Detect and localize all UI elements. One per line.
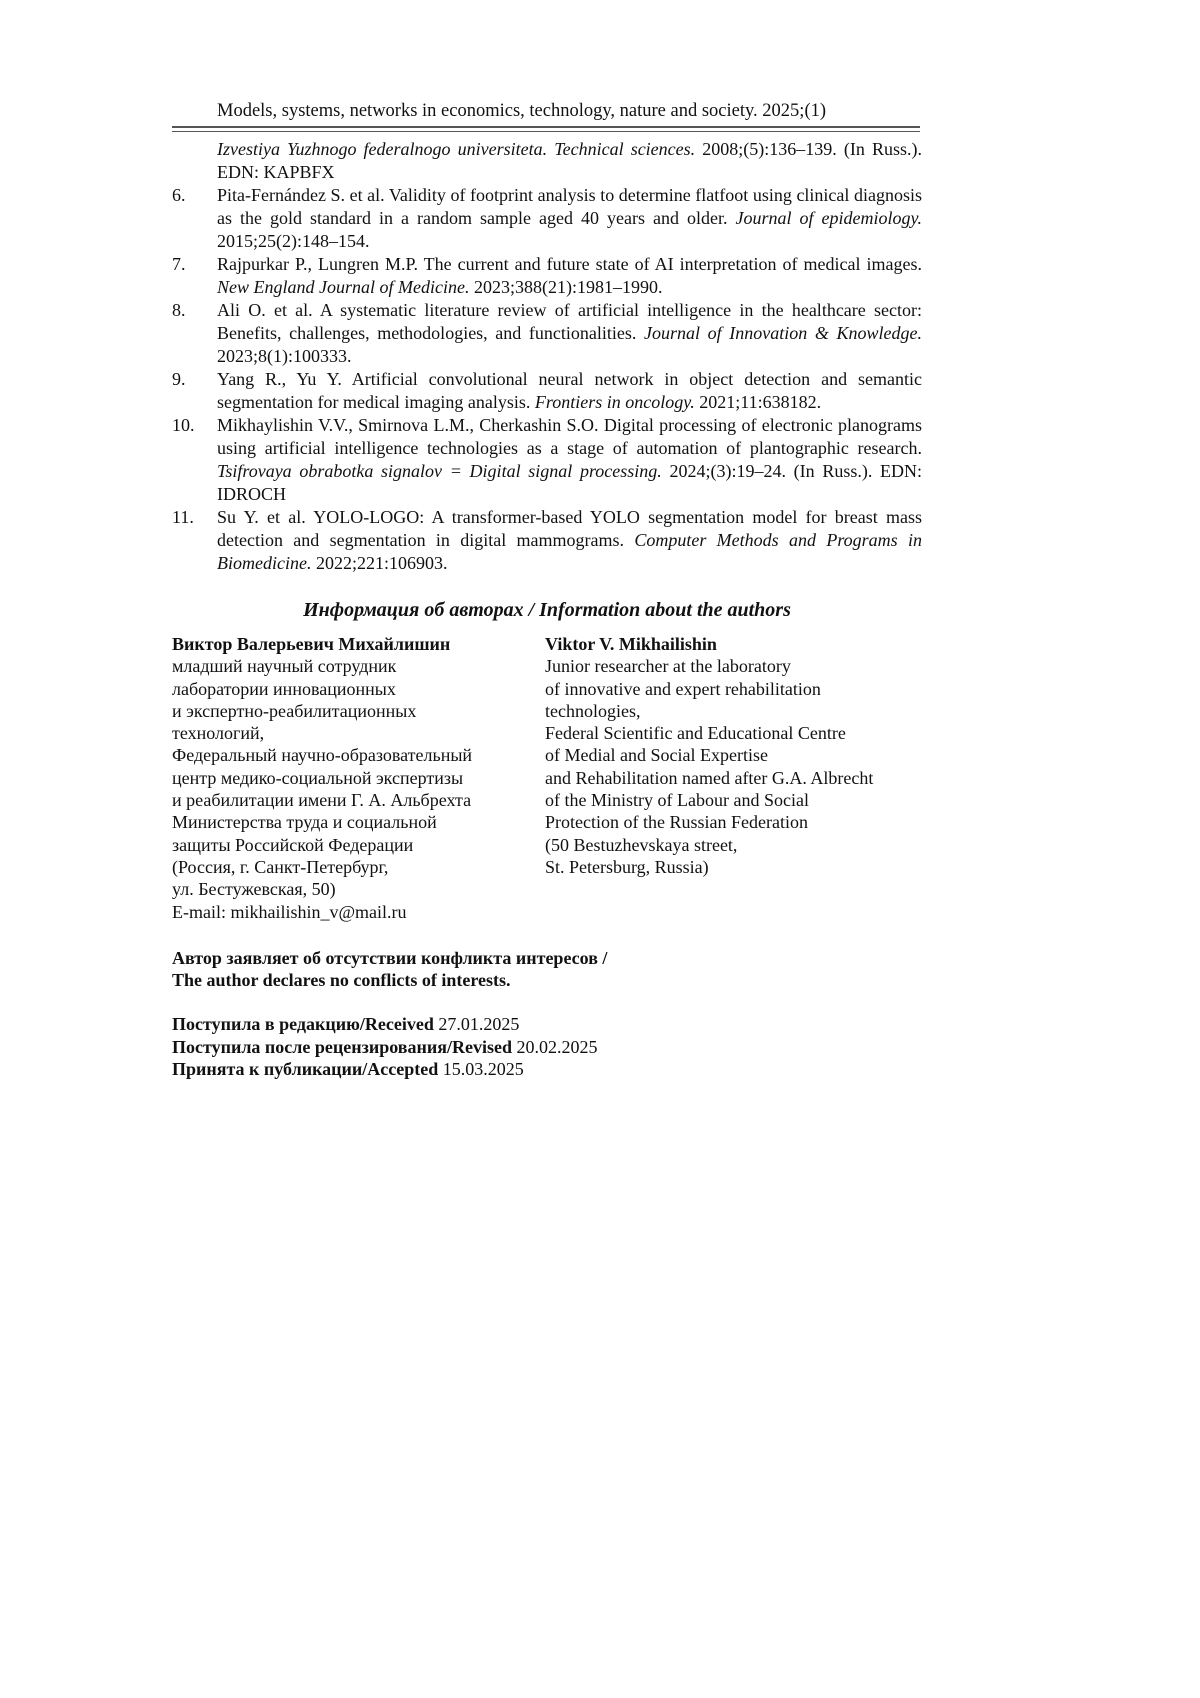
reference-details: 2015;25(2):148–154.: [217, 231, 370, 251]
revised-label: Поступила после рецензирования/Revised: [172, 1036, 512, 1057]
accepted-label: Принята к публикации/Accepted: [172, 1059, 439, 1080]
publication-dates: [172, 1013, 922, 1080]
authors-heading: Информация об авторах / Information about the authors: [303, 599, 791, 621]
reference-journal: Computer Methods and Programs in Biomedicine.: [217, 530, 922, 573]
author-detail-en: of the Ministry of Labour and Social: [545, 790, 809, 811]
author-detail-ru: (Россия, г. Санкт-Петербург,: [172, 856, 389, 877]
reference-details: 2021;11:638182.: [694, 392, 822, 412]
author-info-ru: [172, 633, 545, 923]
reference-number: 8.: [172, 300, 186, 320]
reference-item: [172, 184, 922, 253]
accepted-date: [172, 1058, 922, 1080]
reference-number: 11.: [172, 507, 194, 527]
author-detail-en: technologies,: [545, 700, 641, 721]
reference-journal: Journal of epidemiology.: [735, 208, 922, 228]
author-detail-en: St. Petersburg, Russia): [545, 856, 709, 877]
received-label: Поступила в редакцию/Received: [172, 1014, 434, 1035]
reference-journal: Frontiers in oncology.: [534, 392, 695, 412]
reference-details: 2022;221:106903.: [311, 553, 448, 573]
author-detail-ru: защиты Российской Федерации: [172, 834, 414, 855]
reference-journal: Journal of Innovation & Knowledge.: [644, 323, 922, 343]
author-detail-ru: технологий,: [172, 723, 265, 744]
reference-journal: Izvestiya Yuzhnogo federalnogo universiteta. Technical sciences.: [217, 139, 696, 159]
running-header: Models, systems, networks in economics, technology, nature and society. 2025;(1): [217, 101, 827, 121]
author-detail-ru: центр медико-социальной экспертизы: [172, 767, 464, 788]
reference-details: 2023;8(1):100333.: [217, 346, 352, 366]
author-detail-ru: лаборатории инновационных: [172, 678, 396, 699]
reference-item: [172, 414, 922, 506]
reference-item: [172, 506, 922, 575]
author-detail-en: Junior researcher at the laboratory: [545, 656, 791, 677]
conflict-line-ru: Автор заявляет об отсутствии конфликта интересов /: [172, 947, 608, 968]
reference-item: [172, 368, 922, 414]
revised-date: [172, 1036, 922, 1058]
reference-number: 7.: [172, 254, 186, 274]
conflict-statement: [172, 947, 922, 992]
authors-info: [172, 633, 922, 923]
author-email: E-mail: mikhailishin_v@mail.ru: [172, 901, 407, 922]
author-detail-en: Federal Scientific and Educational Centre: [545, 723, 846, 744]
author-name-ru: Виктор Валерьевич Михайлишин: [172, 634, 451, 654]
reference-text: Rajpurkar P., Lungren M.P. The current and future state of AI interpretation of medical images.: [217, 254, 922, 274]
author-detail-en: and Rehabilitation named after G.A. Albrecht: [545, 767, 874, 788]
received-date: [172, 1013, 922, 1035]
author-info-en: [545, 633, 922, 923]
author-detail-ru: и экспертно-реабилитационных: [172, 700, 417, 721]
author-detail-ru: Министерства труда и социальной: [172, 812, 437, 833]
author-detail-ru: ул. Бестужевская, 50): [172, 879, 336, 900]
conflict-line-en: The author declares no conflicts of interests.: [172, 970, 511, 991]
received-value: 27.01.2025: [433, 1014, 520, 1035]
reference-text: Ali O. et al. A systematic literature review of artificial intelligence in the healthcare sector: Benefits, challenges, methodologies, and functionalities.: [217, 300, 922, 343]
author-detail-ru: и реабилитации имени Г. А. Альбрехта: [172, 790, 472, 811]
reference-details: 2024;(3):19–24. (In Russ.). EDN: IDROCH: [217, 461, 923, 504]
reference-number: 9.: [172, 369, 186, 389]
reference-text: Yang R., Yu Y. Artificial convolutional neural network in object detection and semantic segmentation for medical imaging analysis.: [217, 369, 922, 412]
author-name-en: Viktor V. Mikhailishin: [545, 634, 717, 654]
reference-number: 10.: [172, 415, 195, 435]
author-detail-ru: Федеральный научно-образовательный: [172, 745, 473, 766]
reference-text: Mikhaylishin V.V., Smirnova L.M., Cherkashin S.O. Digital processing of electronic planograms using artificial intelligence technologies as a stage of automation of plantographic research.: [217, 415, 922, 458]
accepted-value: 15.03.2025: [438, 1059, 524, 1080]
reference-item: [172, 299, 922, 368]
journal-page: [172, 98, 922, 1080]
author-detail-ru: младший научный сотрудник: [172, 656, 397, 677]
author-detail-en: of Medial and Social Expertise: [545, 745, 768, 766]
reference-journal: New England Journal of Medicine.: [217, 277, 470, 297]
reference-text: Pita-Fernández S. et al. Validity of footprint analysis to determine flatfoot using clinical diagnosis as the gold standard in a random sample aged 40 years and older.: [217, 185, 922, 228]
reference-continuation: [172, 138, 922, 184]
reference-item: [172, 253, 922, 299]
reference-details: 2008;(5):136–139. (In Russ.). EDN: KAPBFX: [217, 139, 922, 182]
reference-details: 2023;388(21):1981–1990.: [469, 277, 663, 297]
header-rule: [172, 126, 920, 132]
author-detail-en: (50 Bestuzhevskaya street,: [545, 834, 738, 855]
reference-text: Su Y. et al. YOLO-LOGO: A transformer-based YOLO segmentation model for breast mass detection and segmentation in digital mammograms.: [217, 507, 922, 550]
revised-value: 20.02.2025: [511, 1036, 598, 1057]
reference-list: [172, 138, 922, 575]
reference-number: 6.: [172, 185, 186, 205]
reference-journal: Tsifrovaya obrabotka signalov = Digital signal processing.: [217, 461, 662, 481]
author-detail-en: Protection of the Russian Federation: [545, 812, 808, 833]
author-detail-en: of innovative and expert rehabilitation: [545, 678, 821, 699]
